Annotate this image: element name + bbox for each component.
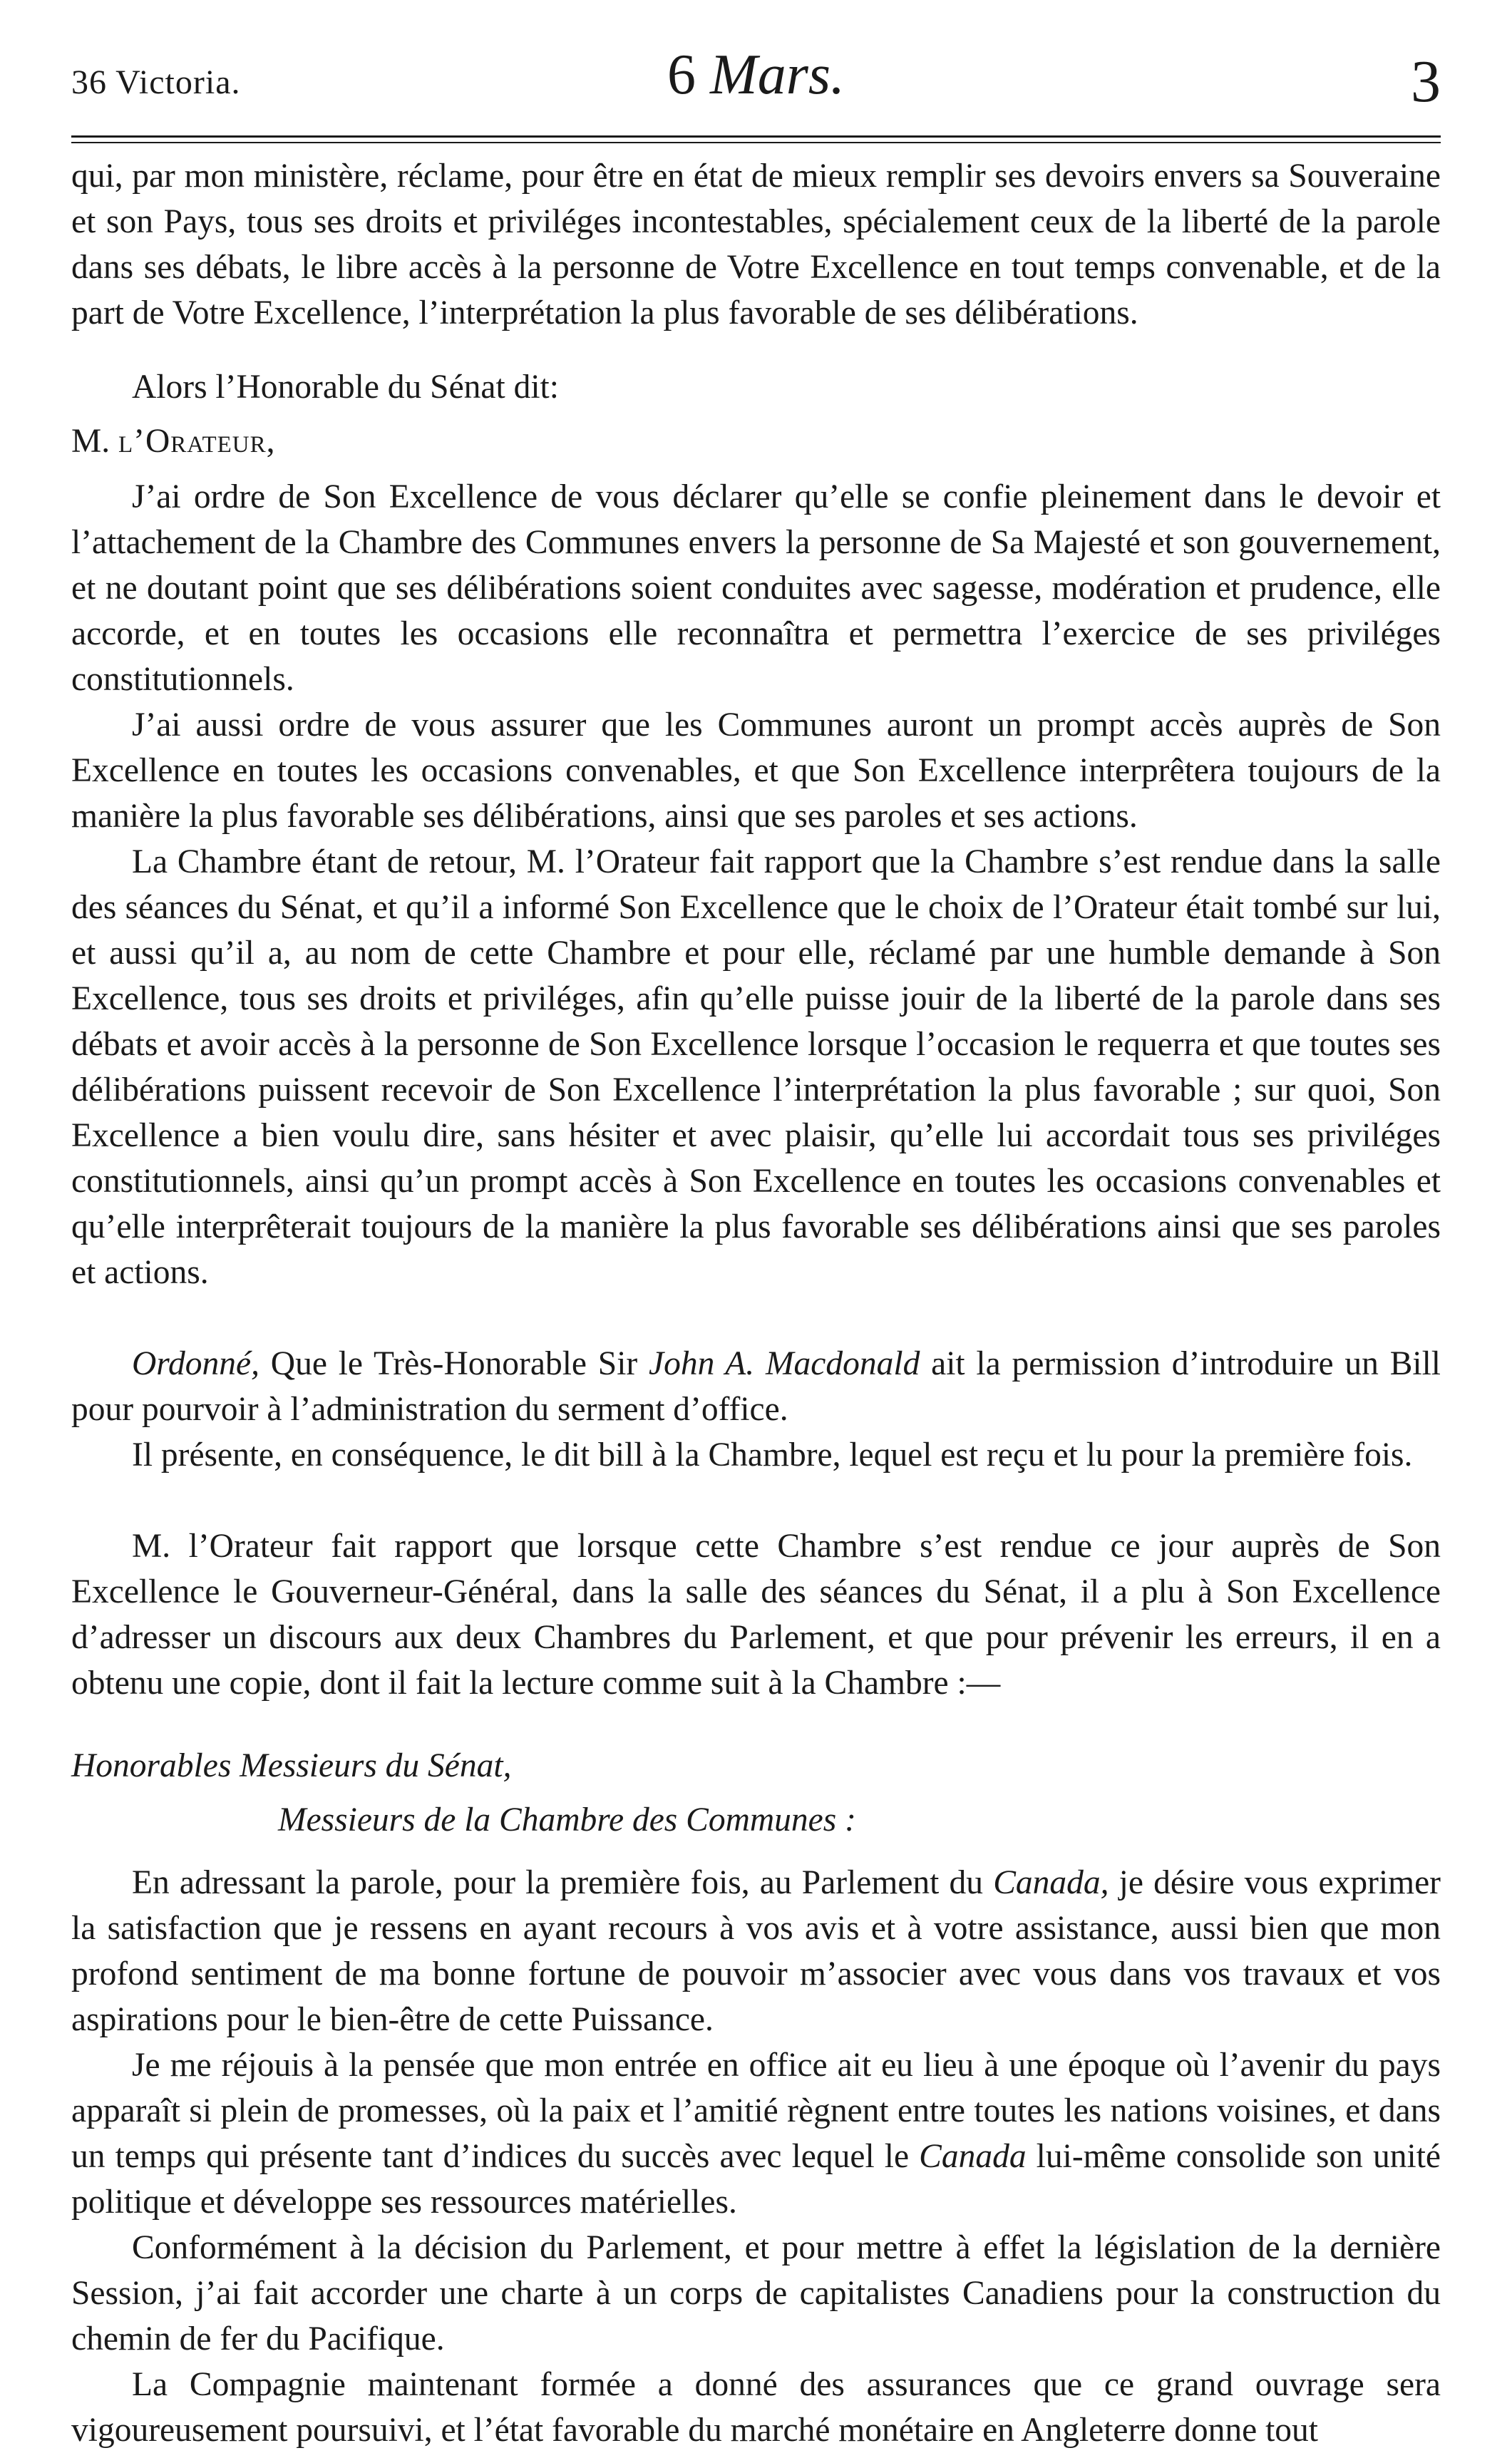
speech-2-canada: Canada xyxy=(919,2138,1027,2175)
speech-1-b: je désire vous exprimer la satisfaction que je ressens en ayant recours à vos avis et à votre assistance, aussi bien que mon profond sentiment de ma bonne fortune de pouvoir m’associer avec vous dans vos travaux et vos aspirations pour le bien-être de cette Puissance. xyxy=(71,1864,1441,2038)
header-rule xyxy=(71,135,1441,143)
page-number: 3 xyxy=(1411,48,1441,115)
document-body xyxy=(71,153,1441,2453)
paragraph-ordonne xyxy=(71,1341,1441,1432)
date-day: 6 xyxy=(667,43,696,106)
ordonne-mid: Que le Très-Honorable Sir xyxy=(259,1345,649,1382)
paragraph-speaker-report: M. l’Orateur fait rapport que lorsque cette Chambre s’est rendue ce jour auprès de Son Excellence le Gouverneur-Général, dans la salle des séances du Sénat, il a plu à Son Excellence d’adresser un discours aux deux Chambres du Parlement, et que pour prévenir les erreurs, il en a obtenu une copie, dont il fait la lecture comme suit à la Chambre :— xyxy=(71,1528,1441,1702)
paragraph-1: qui, par mon ministère, réclame, pour être en état de mieux remplir ses devoirs envers sa Souveraine et son Pays, tous ses droits et priviléges incontestables, spécialement ceux de la liberté de la parole dans ses débats, le libre accès à la personne de Votre Excellence en tout temps convenable, et de la part de Votre Excellence, l’interprétation la plus favorable de ses délibérations. xyxy=(71,158,1441,331)
paragraph-senate-says: Alors l’Honorable du Sénat dit: xyxy=(132,369,559,406)
address-commons: Messieurs de la Chambre des Communes : xyxy=(278,1801,856,1839)
ordonne-rest: ait la permission d’introduire un Bill pour pourvoir à l’administration du serment d’office. xyxy=(71,1345,1441,1428)
paragraph-speech-4: La Compagnie maintenant formée a donné des assurances que ce grand ouvrage sera vigoureusement poursuivi, et l’état favorable du marché monétaire en Angleterre donne tout xyxy=(71,2366,1441,2449)
paragraph-3: J’ai ordre de Son Excellence de vous déclarer qu’elle se confie pleinement dans le devoir et l’attachement de la Chambre des Communes envers la personne de Sa Majesté et son gouvernement, et ne doutant point que ses délibérations soient conduites avec sagesse, modération et prudence, elle accorde, et en toutes les occasions elle reconnaîtra et permettra l’exercice de ses priviléges constitutionnels. xyxy=(71,478,1441,698)
date-month: Mars. xyxy=(710,43,845,106)
date-heading xyxy=(71,43,1441,108)
salutation-name: l’Orateur, xyxy=(118,423,276,460)
speech-1-canada: Canada, xyxy=(993,1864,1109,1901)
address-senate: Honorables Messieurs du Sénat, xyxy=(71,1747,512,1784)
speech-1-a: En adressant la parole, pour la première fois, au Parlement du xyxy=(132,1864,994,1901)
ordonne-label: Ordonné, xyxy=(132,1345,259,1382)
document-page xyxy=(71,29,1441,2453)
macdonald-name: John A. Macdonald xyxy=(649,1345,920,1382)
paragraph-speech-3: Conformément à la décision du Parlement, et pour mettre à effet la législation de la dernière Session, j’ai fait accorder une charte à un corps de capitalistes Canadiens pour la construction du chemin de fer du Pacifique. xyxy=(71,2229,1441,2357)
salutation-prefix: M. xyxy=(71,423,118,460)
paragraph-speech-1 xyxy=(71,1860,1441,2042)
speech-2-a: Je me réjouis à la pensée que mon entrée en office ait eu lieu à une époque où l’avenir du pays apparaît si plein de promesses, où la paix et l’amitié règnent entre toutes les nations voisines, et dans un temps qui présente tant d’indices du succès avec lequel le xyxy=(71,2047,1441,2175)
paragraph-5: La Chambre étant de retour, M. l’Orateur fait rapport que la Chambre s’est rendue dans la salle des séances du Sénat, et qu’il a informé Son Excellence que le choix de l’Orateur était tombé sur lui, et aussi qu’il a, au nom de cette Chambre et pour elle, réclamé par une humble demande à Son Excellence, tous ses droits et priviléges, afin qu’elle puisse jouir de la liberté de la parole dans ses débats et avoir accès à la personne de Son Excellence lorsque l’occasion le requerra et que toutes ses délibérations puissent recevoir de Son Excellence l’interprétation la plus favorable ; sur quoi, Son Excellence a bien voulu dire, sans hésiter et avec plaisir, qu’elle lui accordait tous ses priviléges constitutionnels, ainsi qu’un prompt accès à Son Excellence en toutes les occasions convenables et qu’elle interprêterait toujours de la manière la plus favorable ses délibérations ainsi que ses paroles et actions. xyxy=(71,843,1441,1291)
paragraph-bill-presented: Il présente, en conséquence, le dit bill à la Chambre, lequel est reçu et lu pour la première fois. xyxy=(132,1436,1413,1474)
paragraph-speech-2 xyxy=(71,2042,1441,2225)
paragraph-4: J’ai aussi ordre de vous assurer que les Communes auront un prompt accès auprès de Son Excellence en toutes les occasions convenables, et que Son Excellence interprêtera toujours de la manière la plus favorable ses délibérations, ainsi que ses paroles et ses actions. xyxy=(71,706,1441,835)
salutation xyxy=(71,418,1441,464)
session-label: 36 Victoria. xyxy=(71,63,241,101)
running-header xyxy=(71,29,1441,135)
speech-2-b: lui-même consolide son unité politique et développe ses ressources matérielles. xyxy=(71,2138,1441,2221)
